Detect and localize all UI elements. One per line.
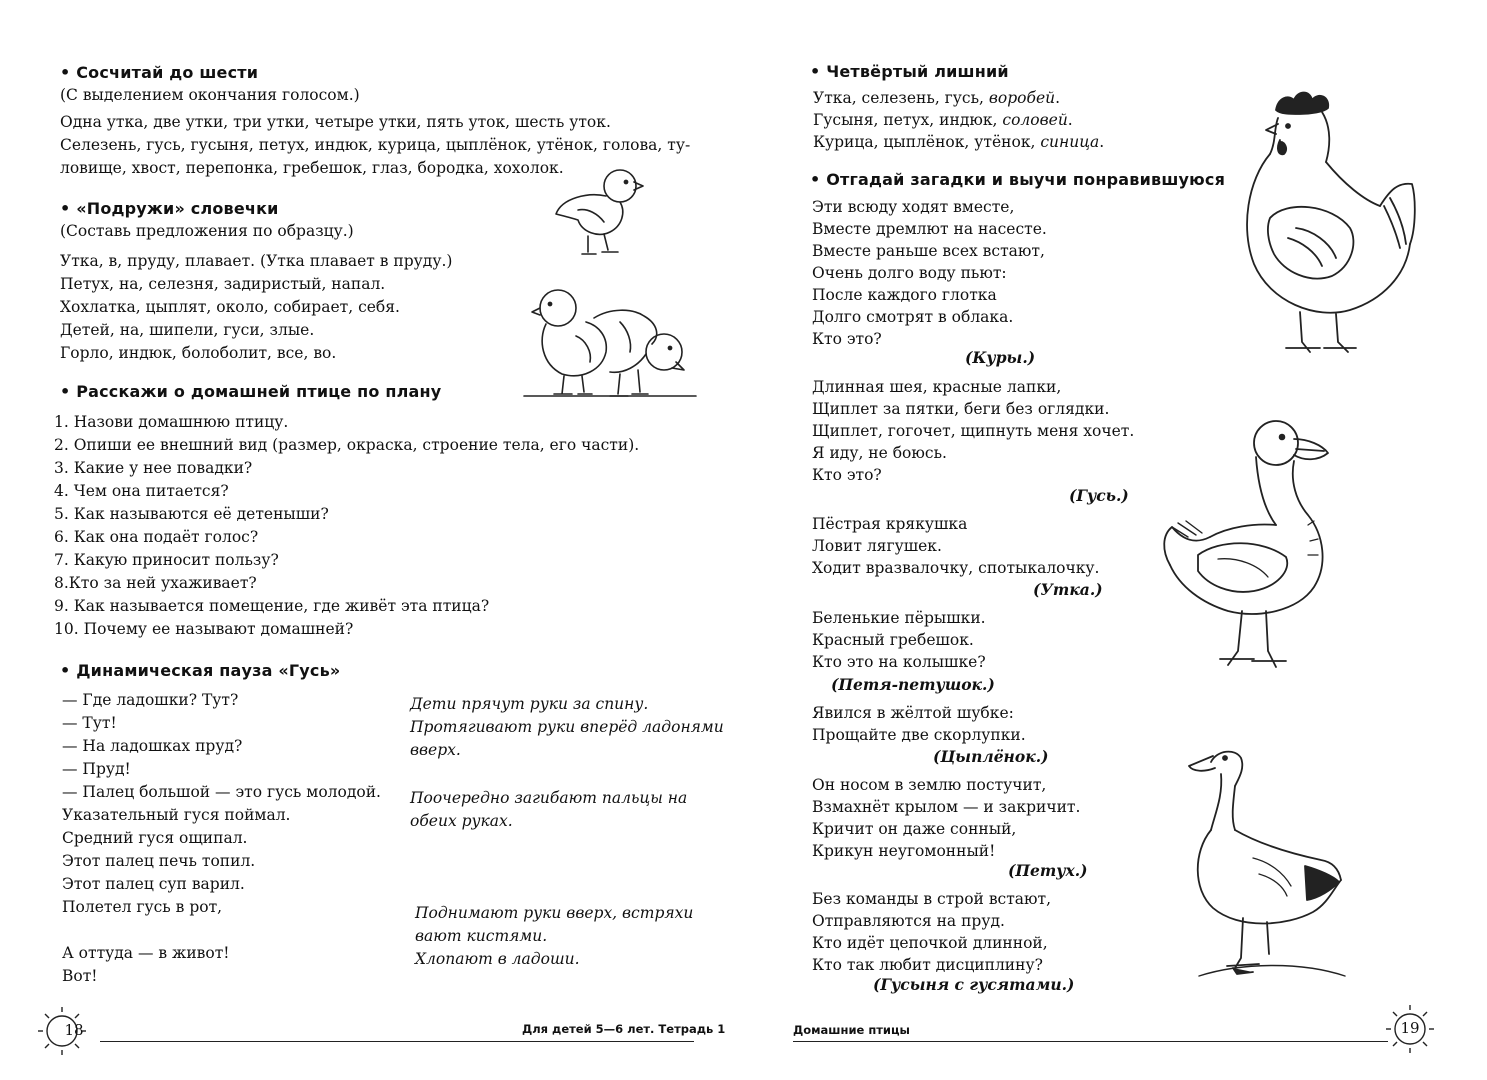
riddle-answer: (Куры.) bbox=[965, 348, 1036, 367]
riddle-4 bbox=[812, 607, 986, 673]
plan-item: 9. Как называется помещение, где живёт эта птица? bbox=[54, 597, 490, 615]
row-end: . bbox=[1067, 111, 1073, 129]
action-note: вверх. bbox=[410, 741, 461, 759]
riddle-line: Ловит лягушек. bbox=[812, 537, 942, 555]
text-line: ловище, хвост, перепонка, гребешок, глаз, бородка, хохолок. bbox=[60, 159, 564, 177]
plan-list bbox=[54, 411, 639, 641]
chick-illustration bbox=[548, 160, 648, 260]
riddle-line: Щиплет за пятки, беги без оглядки. bbox=[812, 400, 1110, 418]
action-note: Протягивают руки вперёд ладонями bbox=[410, 718, 724, 736]
riddle-line: После каждого глотка bbox=[812, 286, 997, 304]
riddle-line: Пёстрая крякушка bbox=[812, 515, 968, 533]
heading-text: Сосчитай до шести bbox=[76, 63, 259, 82]
row-end: . bbox=[1099, 133, 1105, 151]
rhyme-line: — На ладошках пруд? bbox=[62, 737, 243, 755]
text-line: Детей, на, шипели, гуси, злые. bbox=[60, 321, 315, 339]
rhyme-line bbox=[62, 919, 381, 942]
riddle-line: Кто это? bbox=[812, 466, 882, 484]
riddle-line: Очень долго воду пьют: bbox=[812, 264, 1007, 282]
section-heading-tell-about-bird: • Расскажи о домашней птице по плану bbox=[60, 382, 442, 401]
riddle-line: Красный гребешок. bbox=[812, 631, 974, 649]
text-line: Горло, индюк, болоболит, все, во. bbox=[60, 344, 337, 362]
riddle-line: Кто так любит дисциплину? bbox=[812, 956, 1043, 974]
section-heading-befriend-words: • «Подружи» словечки bbox=[60, 199, 279, 218]
action-note: обеих руках. bbox=[410, 812, 513, 830]
text-line: Одна утка, две утки, три утки, четыре утки, пять уток, шесть уток. bbox=[60, 113, 611, 131]
odd-one-out-row bbox=[813, 109, 1104, 131]
action-notes-1 bbox=[410, 693, 724, 762]
riddle-line: Кто это? bbox=[812, 330, 882, 348]
plan-item: 1. Назови домашнюю птицу. bbox=[54, 413, 289, 431]
riddle-3 bbox=[812, 513, 1099, 579]
odd-one-out-row bbox=[813, 131, 1104, 153]
action-note: вают кистями. bbox=[415, 927, 548, 945]
duck-illustration bbox=[1158, 415, 1348, 677]
riddle-line: Крикун неугомонный! bbox=[812, 842, 996, 860]
page-number: 18 bbox=[64, 1021, 84, 1039]
riddle-line: Вместе дремлют на насесте. bbox=[812, 220, 1047, 238]
riddle-answer: (Петя-петушок.) bbox=[831, 675, 995, 694]
riddle-line: Он носом в землю постучит, bbox=[812, 776, 1047, 794]
odd-word: синица bbox=[1040, 133, 1100, 151]
hen-illustration bbox=[1240, 88, 1420, 360]
section-heading-dynamic-pause: • Динамическая пауза «Гусь» bbox=[60, 661, 341, 680]
page-number: 19 bbox=[1400, 1019, 1420, 1037]
row-end: . bbox=[1055, 89, 1061, 107]
odd-word: воробей bbox=[988, 89, 1056, 107]
section-heading-count-to-six: • Сосчитай до шести bbox=[60, 63, 259, 82]
two-chicks-illustration bbox=[520, 282, 700, 404]
text-line: Хохлатка, цыплят, около, собирает, себя. bbox=[60, 298, 400, 316]
rhyme-line: Средний гуся ощипал. bbox=[62, 829, 248, 847]
action-notes-2 bbox=[410, 787, 687, 833]
plan-item: 5. Как называются её детеныши? bbox=[54, 505, 329, 523]
riddle-answer: (Утка.) bbox=[1033, 580, 1103, 599]
riddle-line: Ходит вразвалочку, спотыкалочку. bbox=[812, 559, 1100, 577]
riddle-line: Длинная шея, красные лапки, bbox=[812, 378, 1062, 396]
riddle-line: Отправляются на пруд. bbox=[812, 912, 1005, 930]
section-heading-riddles: • Отгадай загадки и выучи понравившуюся bbox=[810, 170, 1226, 189]
section-subtitle: (С выделением окончания голосом.) bbox=[60, 86, 360, 104]
riddle-answer: (Петух.) bbox=[1008, 861, 1088, 880]
riddle-line: Эти всюду ходят вместе, bbox=[812, 198, 1015, 216]
rhyme-line: Вот! bbox=[62, 967, 98, 985]
rhyme-line: — Палец большой — это гусь молодой. bbox=[62, 783, 381, 801]
text-line: Петух, на, селезня, задиристый, напал. bbox=[60, 275, 386, 293]
riddle-line: Щиплет, гогочет, щипнуть меня хочет. bbox=[812, 422, 1135, 440]
row-words: Курица, цыплёнок, утёнок, bbox=[813, 133, 1041, 151]
row-words: Гусыня, петух, индюк, bbox=[813, 111, 1003, 129]
riddle-2 bbox=[812, 376, 1134, 486]
odd-word: соловей bbox=[1002, 111, 1068, 129]
riddle-answer: (Гусыня с гусятами.) bbox=[873, 975, 1075, 994]
action-note: Поднимают руки вверх, встряхи bbox=[415, 904, 694, 922]
sentence-lines bbox=[60, 250, 452, 365]
action-note: Поочередно загибают пальцы на bbox=[410, 789, 688, 807]
text-line: Утка, в, пруду, плавает. (Утка плавает в пруду.) bbox=[60, 252, 453, 270]
section-subtitle: (Составь предложения по образцу.) bbox=[60, 222, 354, 240]
riddle-line: Явился в жёлтой шубке: bbox=[812, 704, 1014, 722]
left-page bbox=[0, 0, 743, 1080]
section-heading-fourth-extra: • Четвёртый лишний bbox=[810, 62, 1009, 81]
riddle-line: Беленькие пёрышки. bbox=[812, 609, 986, 627]
footer-text: Домашние птицы bbox=[793, 1023, 910, 1037]
riddle-line: Вместе раньше всех встают, bbox=[812, 242, 1045, 260]
rhyme-line: — Пруд! bbox=[62, 760, 131, 778]
plan-item: 3. Какие у нее повадки? bbox=[54, 459, 253, 477]
riddle-6 bbox=[812, 774, 1080, 862]
odd-one-out-row bbox=[813, 87, 1104, 109]
riddle-5 bbox=[812, 702, 1026, 746]
riddle-1 bbox=[812, 196, 1047, 350]
heading-text: Четвёртый лишний bbox=[826, 62, 1009, 81]
footer-rule bbox=[100, 1041, 694, 1042]
riddle-line: Кто идёт цепочкой длинной, bbox=[812, 934, 1048, 952]
action-notes-3 bbox=[415, 902, 693, 971]
riddle-line: Долго смотрят в облака. bbox=[812, 308, 1014, 326]
rhyme-line: Полетел гусь в рот, bbox=[62, 898, 223, 916]
plan-item: 7. Какую приносит пользу? bbox=[54, 551, 279, 569]
action-note: Дети прячут руки за спину. bbox=[410, 695, 649, 713]
riddle-line: Я иду, не боюсь. bbox=[812, 444, 947, 462]
odd-one-out-list bbox=[813, 87, 1104, 153]
rhyme-line: — Тут! bbox=[62, 714, 117, 732]
heading-text: «Подружи» словечки bbox=[76, 199, 279, 218]
riddle-answer: (Цыплёнок.) bbox=[933, 747, 1049, 766]
plan-item: 6. Как она подаёт голос? bbox=[54, 528, 259, 546]
rhyme-lines bbox=[62, 689, 381, 988]
rhyme-line: — Где ладошки? Тут? bbox=[62, 691, 239, 709]
riddle-line: Без команды в строй встают, bbox=[812, 890, 1052, 908]
rhyme-line: Этот палец печь топил. bbox=[62, 852, 256, 870]
row-words: Утка, селезень, гусь, bbox=[813, 89, 989, 107]
rhyme-line: А оттуда — в живот! bbox=[62, 944, 230, 962]
heading-text: Отгадай загадки и выучи понравившуюся bbox=[826, 170, 1226, 189]
rhyme-line: Этот палец суп варил. bbox=[62, 875, 245, 893]
riddle-7 bbox=[812, 888, 1051, 976]
riddle-line: Кто это на колышке? bbox=[812, 653, 986, 671]
heading-text: Расскажи о домашней птице по плану bbox=[76, 382, 442, 401]
plan-item: 4. Чем она питается? bbox=[54, 482, 229, 500]
riddle-line: Прощайте две скорлупки. bbox=[812, 726, 1026, 744]
right-page bbox=[743, 0, 1487, 1080]
plan-item: 8.Кто за ней ухаживает? bbox=[54, 574, 257, 592]
riddle-line: Взмахнёт крылом — и закричит. bbox=[812, 798, 1081, 816]
riddle-answer: (Гусь.) bbox=[1069, 486, 1129, 505]
plan-item: 10. Почему ее называют домашней? bbox=[54, 620, 354, 638]
footer-rule bbox=[793, 1041, 1388, 1042]
goose-illustration bbox=[1183, 740, 1353, 986]
footer-text: Для детей 5—6 лет. Тетрадь 1 bbox=[522, 1022, 726, 1036]
riddle-line: Кричит он даже сонный, bbox=[812, 820, 1017, 838]
text-line: Селезень, гусь, гусыня, петух, индюк, курица, цыплёнок, утёнок, голова, ту- bbox=[60, 136, 691, 154]
heading-text: Динамическая пауза «Гусь» bbox=[76, 661, 341, 680]
action-note: Хлопают в ладоши. bbox=[415, 950, 580, 968]
rhyme-line: Указательный гуся поймал. bbox=[62, 806, 291, 824]
plan-item: 2. Опиши ее внешний вид (размер, окраска, строение тела, его части). bbox=[54, 436, 640, 454]
